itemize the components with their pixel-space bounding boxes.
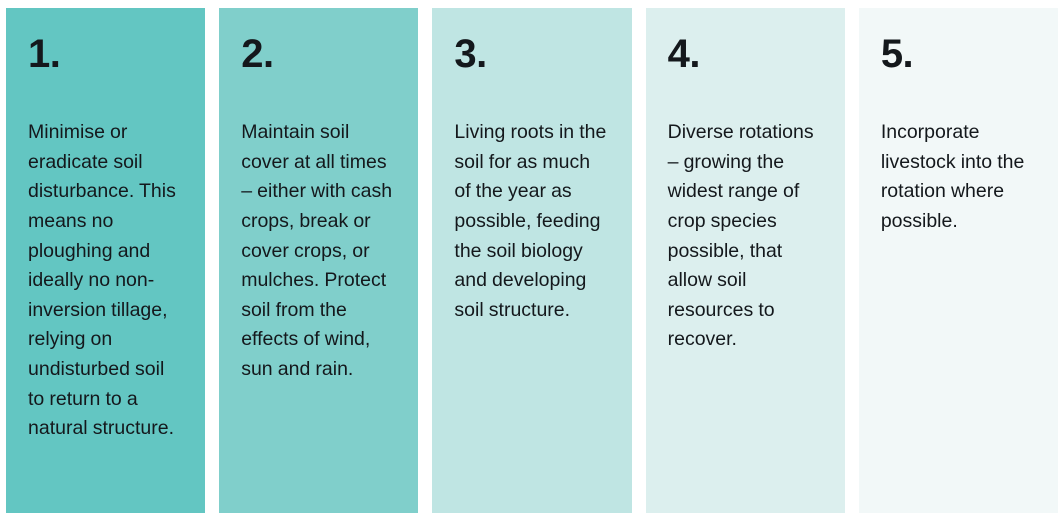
card-text: Minimise or eradicate soil disturbance. This means no ploughing and ideally no non-inversion tillage, relying on undisturbed soil to return to a natural structure. xyxy=(28,121,176,440)
card-number: 1. xyxy=(28,32,61,76)
principle-card-4 xyxy=(646,8,845,513)
card-text: Diverse rotations – growing the widest range of crop species possible, that allow soil resources to recover. xyxy=(667,121,814,351)
card-text: Living roots in the soil for as much of the year as possible, feeding the soil biology and developing soil structure. xyxy=(454,121,607,321)
principle-card-5 xyxy=(859,8,1058,513)
card-number: 3. xyxy=(454,32,487,76)
card-number: 4. xyxy=(667,32,700,76)
principle-card-3 xyxy=(432,8,631,513)
principle-card-2 xyxy=(219,8,418,513)
card-text: Incorporate livestock into the rotation where possible. xyxy=(880,121,1025,232)
card-number: 2. xyxy=(241,32,274,76)
card-text: Maintain soil cover at all times – either with cash crops, break or cover crops, or mulches. Protect soil from the effects of wind, sun and rain. xyxy=(241,121,393,380)
card-number: 5. xyxy=(880,32,914,76)
principle-card-1 xyxy=(6,8,205,513)
